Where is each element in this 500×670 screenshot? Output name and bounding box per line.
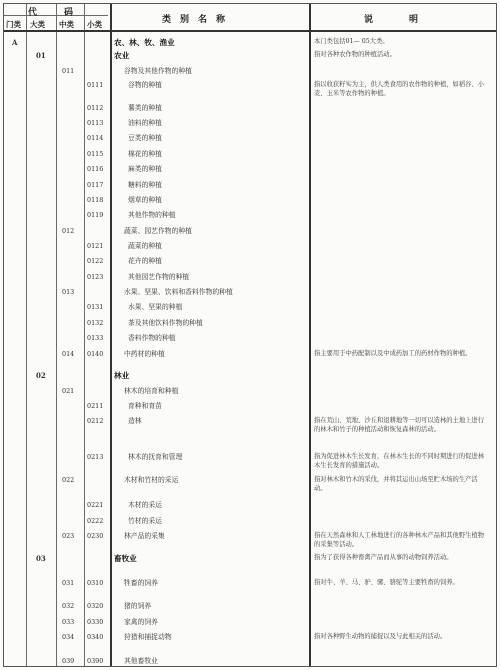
category-description: 指对各种农作物的种植活动。 [314, 51, 396, 58]
category-name: 水果、坚果的种植 [128, 303, 183, 311]
category-name: 棉花的种植 [128, 150, 162, 158]
category-name: 香料作物的种植 [128, 334, 176, 342]
category-name: 林木的抚育和管理 [128, 453, 183, 461]
code-xiao: 0117 [87, 181, 104, 189]
code-zhong: 022 [62, 476, 75, 484]
category-description: 指主要用于中药配制以及中成药加工的药材作物的种植。 [314, 350, 472, 357]
category-description: 指为了获得各种畜禽产品而从事的动物饲养活动。 [314, 554, 453, 561]
category-description: 指以收获籽实为主，供人类食用的农作物的种植，如稻谷、小麦、玉米等农作物的种植。 [314, 81, 485, 97]
code-xiao: 0230 [87, 532, 104, 540]
code-xiao: 0131 [87, 303, 104, 311]
code-da: 01 [36, 51, 46, 60]
header-bottom-line [4, 30, 496, 32]
category-name: 其他畜牧业 [124, 657, 158, 665]
category-name: 烟草的种植 [128, 196, 162, 204]
code-xiao: 0132 [87, 319, 104, 327]
category-name: 谷物的种植 [128, 81, 162, 89]
col-divider [110, 4, 112, 666]
category-name: 中药材的种植 [124, 350, 165, 358]
code-xiao: 0111 [87, 81, 104, 89]
category-name: 林木的培育和种植 [124, 387, 179, 395]
classification-table [3, 3, 497, 667]
header-zhong: 中类 [59, 20, 74, 29]
code-zhong: 011 [62, 67, 75, 75]
category-name: 农业 [114, 51, 130, 60]
code-zhong: 014 [62, 350, 75, 358]
code-zhong: 031 [62, 579, 75, 587]
category-name: 农、林、牧、渔业 [114, 38, 175, 47]
col-divider [26, 4, 27, 666]
code-zhong: 013 [62, 288, 75, 296]
code-xiao: 0115 [87, 150, 104, 158]
category-name: 谷物及其他作物的种植 [124, 67, 192, 75]
category-name: 竹材的采运 [128, 517, 162, 525]
code-xiao: 0123 [87, 273, 104, 281]
category-name: 狩猎和捕捉动物 [124, 633, 172, 641]
code-xiao: 0221 [87, 501, 104, 509]
category-name: 茶及其他饮料作物的种植 [128, 319, 203, 327]
category-description: 指对各种野生动物的捕捉以及与此相关的活动。 [314, 633, 447, 640]
category-description: 指为促进林木生长发育，在林木生长的不同时期进行的促进林木生长发育的措施活动。 [314, 453, 485, 469]
code-xiao: 0390 [87, 657, 104, 665]
category-name: 豆类的种植 [128, 134, 162, 142]
code-xiao: 0122 [87, 257, 104, 265]
code-xiao: 0222 [87, 517, 104, 525]
code-xiao: 0320 [87, 602, 104, 610]
code-xiao: 0133 [87, 334, 104, 342]
code-zhong: 023 [62, 532, 75, 540]
code-xiao: 0121 [87, 242, 104, 250]
category-description: 指对林木和竹木的采伐，并将其运出山场至贮木场的生产活动。 [314, 476, 478, 492]
code-xiao: 0114 [87, 134, 104, 142]
code-zhong: 034 [62, 633, 75, 641]
category-name: 麻类的种植 [128, 165, 162, 173]
code-xiao: 0330 [87, 618, 104, 626]
category-description: 本门类包括01— 05大类。 [314, 38, 389, 45]
category-name: 木材的采运 [128, 501, 162, 509]
col-divider [56, 4, 57, 666]
category-description: 指在荒山、荒地、沙丘和退耕地等一切可以造林的土地上进行的林木和竹子的种植活动和恢复森林的活动。 [314, 417, 485, 433]
code-zhong: 021 [62, 387, 75, 395]
category-name: 家禽的饲养 [124, 618, 158, 626]
code-zhong: 033 [62, 618, 75, 626]
code-da: 03 [36, 554, 46, 563]
col-divider [84, 4, 85, 666]
category-name: 水果、坚果、饮料和香料作物的种植 [124, 288, 233, 296]
category-name: 猪的饲养 [124, 602, 152, 610]
category-name: 其他园艺作物的种植 [128, 273, 190, 281]
category-name: 林业 [114, 371, 130, 380]
code-xiao: 0113 [87, 119, 104, 127]
category-name: 木材和竹材的采运 [124, 476, 179, 484]
header-men: 门类 [6, 20, 21, 29]
code-xiao: 0118 [87, 196, 104, 204]
code-xiao: 0213 [87, 453, 104, 461]
code-men: A [12, 38, 18, 47]
category-name: 育种和育苗 [128, 402, 162, 410]
code-xiao: 0212 [87, 417, 104, 425]
code-xiao: 0340 [87, 633, 104, 641]
category-name: 花卉的种植 [128, 257, 162, 265]
code-xiao: 0310 [87, 579, 104, 587]
header-category-name: 类 别 名 称 [162, 15, 226, 25]
category-name: 造林 [128, 417, 142, 425]
header-description: 说 明 [364, 15, 419, 25]
header-xiao: 小类 [87, 20, 102, 29]
category-name: 蔬菜、园艺作物的种植 [124, 227, 192, 235]
category-description: 指在天然森林和人工林地进行的各种林木产品和其他野生植物的采集等活动。 [314, 532, 485, 548]
category-name: 蔬菜的种植 [128, 242, 162, 250]
code-xiao: 0119 [87, 211, 104, 219]
category-name: 其他作物的种植 [128, 211, 176, 219]
category-name: 畜牧业 [114, 554, 137, 563]
code-xiao: 0112 [87, 104, 104, 112]
category-name: 薯类的种植 [128, 104, 162, 112]
header-code: 代 码 [28, 8, 74, 18]
category-name: 林产品的采集 [124, 532, 165, 540]
category-name: 油料的种植 [128, 119, 162, 127]
code-zhong: 032 [62, 602, 75, 610]
code-xiao: 0140 [87, 350, 104, 358]
col-divider [309, 4, 311, 666]
header-da: 大类 [30, 20, 45, 29]
code-zhong: 012 [62, 227, 75, 235]
category-name: 牲畜的饲养 [124, 579, 158, 587]
code-zhong: 039 [62, 657, 75, 665]
code-xiao: 0211 [87, 402, 104, 410]
category-description: 指对牛、羊、马、驴、骡、骆驼等主要牲畜的饲养。 [314, 579, 459, 586]
code-xiao: 0116 [87, 165, 104, 173]
code-da: 02 [36, 371, 46, 380]
category-name: 糖料的种植 [128, 181, 162, 189]
